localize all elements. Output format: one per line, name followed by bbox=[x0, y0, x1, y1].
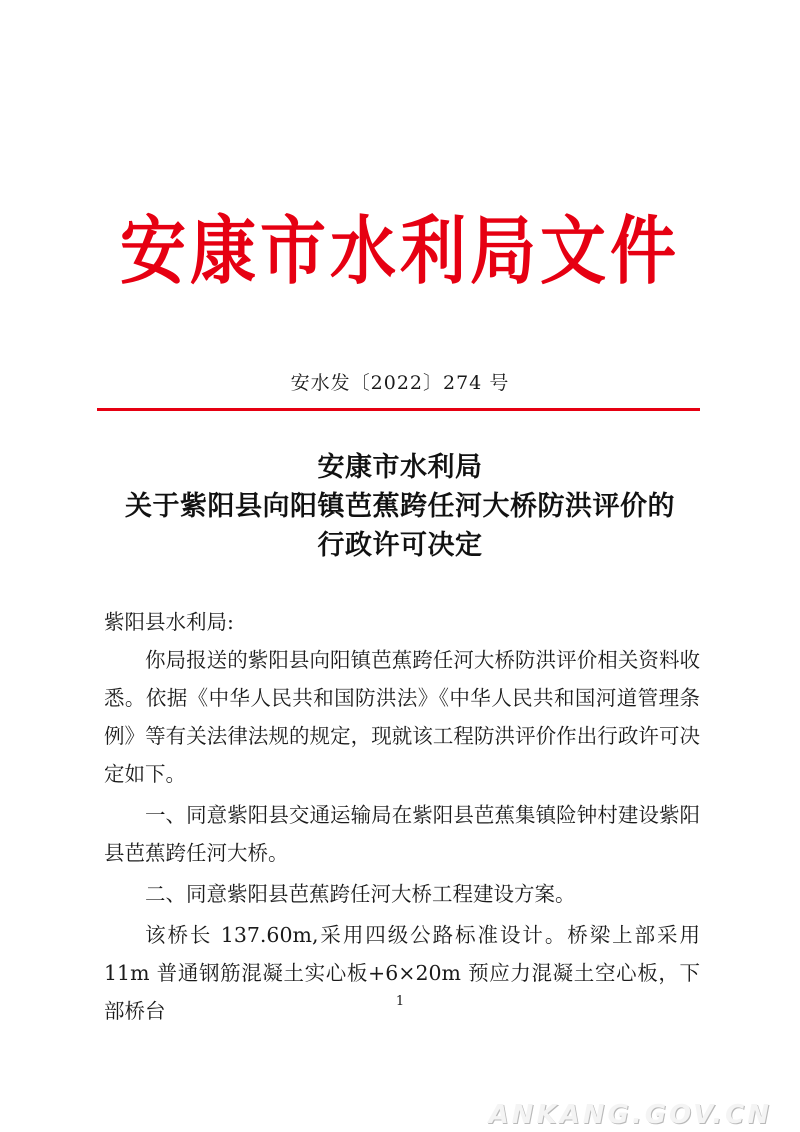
document-masthead: 安康市水利局文件 bbox=[120, 208, 680, 295]
body-paragraph: 该桥长 137.60m,采用四级公路标准设计。桥梁上部采用 11m 普通钢筋混凝土实心板+6×20m 预应力混凝土空心板，下部桥台 bbox=[104, 923, 700, 1023]
body-paragraph: 一、同意紫阳县交通运输局在紫阳县芭蕉集镇险钟村建设紫阳县芭蕉跨任河大桥。 bbox=[104, 803, 700, 865]
document-title bbox=[90, 448, 710, 565]
page-number: 1 bbox=[395, 994, 405, 1009]
document-number: 安水发〔2022〕274 号 bbox=[290, 372, 510, 394]
body-paragraph: 二、同意紫阳县芭蕉跨任河大桥工程建设方案。 bbox=[145, 882, 576, 906]
addressee: 紫阳县水利局: bbox=[104, 610, 234, 634]
title-line-issuer: 安康市水利局 bbox=[317, 452, 483, 483]
red-divider-line bbox=[97, 408, 700, 411]
site-watermark: ANKANG.GOV.CN bbox=[488, 1100, 772, 1130]
title-line-type: 行政许可决定 bbox=[317, 530, 483, 561]
body-paragraph: 你局报送的紫阳县向阳镇芭蕉跨任河大桥防洪评价相关资料收悉。依据《中华人民共和国防洪法》《中华人民共和国河道管理条例》等有关法律法规的规定，现就该工程防洪评价作出行政许可决定如下。 bbox=[104, 648, 700, 786]
document-body bbox=[104, 603, 700, 1030]
title-line-subject: 关于紫阳县向阳镇芭蕉跨任河大桥防洪评价的 bbox=[125, 491, 675, 522]
